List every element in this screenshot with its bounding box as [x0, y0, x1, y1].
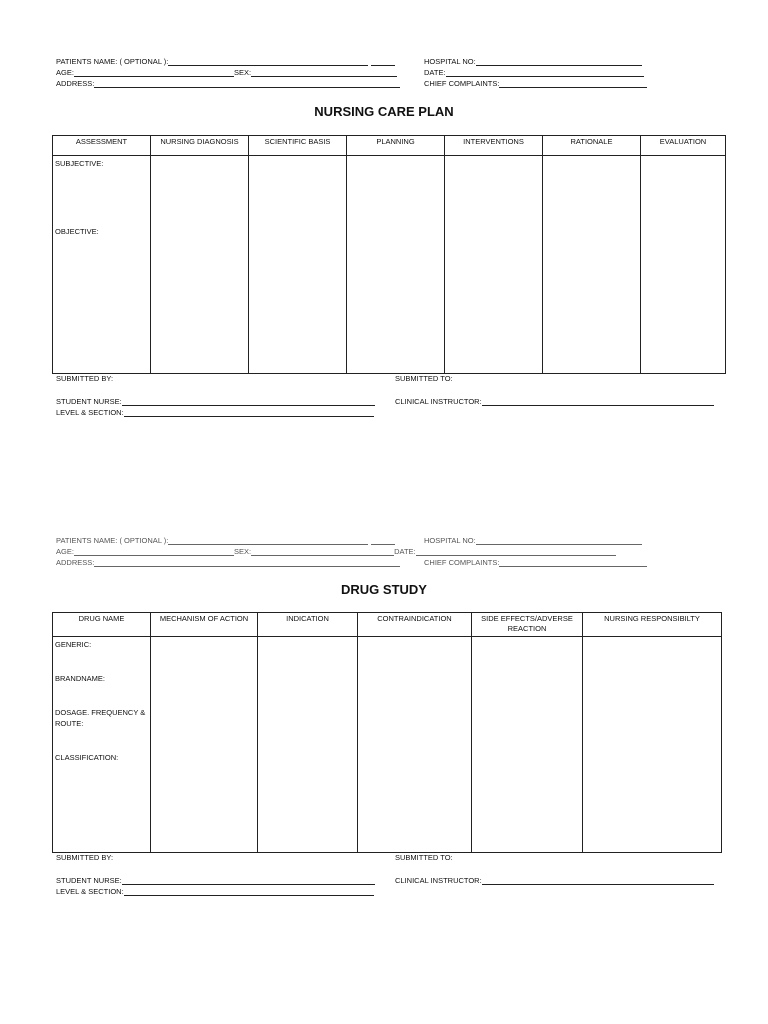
level-section-field-2[interactable]	[56, 886, 374, 896]
age-field-2[interactable]	[56, 546, 234, 556]
patients-name-field-2[interactable]	[56, 535, 395, 545]
clinical-instructor-field[interactable]	[395, 396, 714, 406]
student-nurse-field[interactable]	[56, 396, 375, 406]
col-planning: PLANNING	[347, 136, 445, 156]
sex-label: SEX:	[234, 68, 252, 77]
hospital-no-field-2[interactable]	[424, 535, 642, 545]
patients-name-label: PATIENTS NAME: ( OPTIONAL ):	[56, 57, 169, 66]
interventions-cell[interactable]	[445, 156, 543, 374]
brandname-label: BRANDNAME:	[55, 674, 106, 683]
clinical-instructor-field-2[interactable]	[395, 875, 714, 885]
indication-cell[interactable]	[258, 637, 358, 853]
mechanism-cell[interactable]	[151, 637, 258, 853]
col-indication: INDICATION	[258, 613, 358, 637]
col-side-effects: SIDE EFFECTS/ADVERSE REACTION	[472, 613, 583, 637]
contraindication-cell[interactable]	[358, 637, 472, 853]
objective-label: OBJECTIVE:	[55, 227, 99, 236]
level-section-label-2: LEVEL & SECTION:	[56, 887, 124, 896]
side-effects-cell[interactable]	[472, 637, 583, 853]
age-field[interactable]	[56, 67, 234, 77]
submitted-to-label-2: SUBMITTED TO:	[395, 853, 453, 862]
planning-cell[interactable]	[347, 156, 445, 374]
patients-name-label-2: PATIENTS NAME: ( OPTIONAL ):	[56, 536, 169, 545]
dosage-label: DOSAGE. FREQUENCY & ROUTE:	[55, 708, 146, 728]
col-evaluation: EVALUATION	[641, 136, 726, 156]
hospital-no-label-2: HOSPITAL NO:	[424, 536, 476, 545]
drug-name-cell[interactable]	[53, 637, 151, 853]
age-label: AGE:	[56, 68, 74, 77]
student-nurse-label: STUDENT NURSE:	[56, 397, 122, 406]
patient-header-1	[56, 56, 656, 89]
rationale-cell[interactable]	[543, 156, 641, 374]
submitted-by-label-2: SUBMITTED BY:	[56, 853, 114, 862]
address-field-2[interactable]	[56, 557, 400, 567]
generic-label: GENERIC:	[55, 640, 92, 649]
clinical-instructor-label-2: CLINICAL INSTRUCTOR:	[395, 876, 482, 885]
care-plan-title: NURSING CARE PLAN	[314, 104, 454, 119]
col-nursing-diagnosis: NURSING DIAGNOSIS	[151, 136, 249, 156]
col-drug-name: DRUG NAME	[53, 613, 151, 637]
assessment-cell[interactable]	[53, 156, 151, 374]
date-field[interactable]	[424, 67, 644, 77]
col-nursing-responsibility: NURSING RESPONSIBILTY	[583, 613, 722, 637]
classification-label: CLASSIFICATION:	[55, 753, 119, 762]
date-label: DATE:	[424, 68, 446, 77]
col-mechanism-of-action: MECHANISM OF ACTION	[151, 613, 258, 637]
subjective-label: SUBJECTIVE:	[55, 159, 104, 168]
nursing-responsibility-cell[interactable]	[583, 637, 722, 853]
col-scientific-basis: SCIENTIFIC BASIS	[249, 136, 347, 156]
chief-complaints-label-2: CHIEF COMPLAINTS:	[424, 558, 500, 567]
submitted-to-label: SUBMITTED TO:	[395, 374, 453, 383]
address-label: ADDRESS:	[56, 79, 95, 88]
address-label-2: ADDRESS:	[56, 558, 95, 567]
col-rationale: RATIONALE	[543, 136, 641, 156]
date-label-2: DATE:	[394, 547, 416, 556]
hospital-no-field[interactable]	[424, 56, 642, 66]
chief-complaints-label: CHIEF COMPLAINTS:	[424, 79, 500, 88]
chief-complaints-field-2[interactable]	[424, 557, 647, 567]
submitted-by-label: SUBMITTED BY:	[56, 374, 114, 383]
address-field[interactable]	[56, 78, 400, 88]
drug-study-table	[52, 612, 722, 853]
scientific-basis-cell[interactable]	[249, 156, 347, 374]
patient-header-2	[56, 535, 656, 568]
sex-label-2: SEX:	[234, 547, 252, 556]
patients-name-field[interactable]	[56, 56, 395, 66]
level-section-field[interactable]	[56, 407, 374, 417]
hospital-no-label: HOSPITAL NO:	[424, 57, 476, 66]
col-contraindication: CONTRAINDICATION	[358, 613, 472, 637]
level-section-label: LEVEL & SECTION:	[56, 408, 124, 417]
student-nurse-field-2[interactable]	[56, 875, 375, 885]
student-nurse-label-2: STUDENT NURSE:	[56, 876, 122, 885]
sex-field[interactable]	[234, 67, 397, 77]
clinical-instructor-label: CLINICAL INSTRUCTOR:	[395, 397, 482, 406]
col-assessment: ASSESSMENT	[53, 136, 151, 156]
care-plan-table	[52, 135, 726, 374]
chief-complaints-field[interactable]	[424, 78, 647, 88]
age-label-2: AGE:	[56, 547, 74, 556]
drug-study-title: DRUG STUDY	[341, 582, 427, 597]
evaluation-cell[interactable]	[641, 156, 726, 374]
sex-field-2[interactable]	[234, 546, 616, 556]
nursing-diagnosis-cell[interactable]	[151, 156, 249, 374]
col-interventions: INTERVENTIONS	[445, 136, 543, 156]
